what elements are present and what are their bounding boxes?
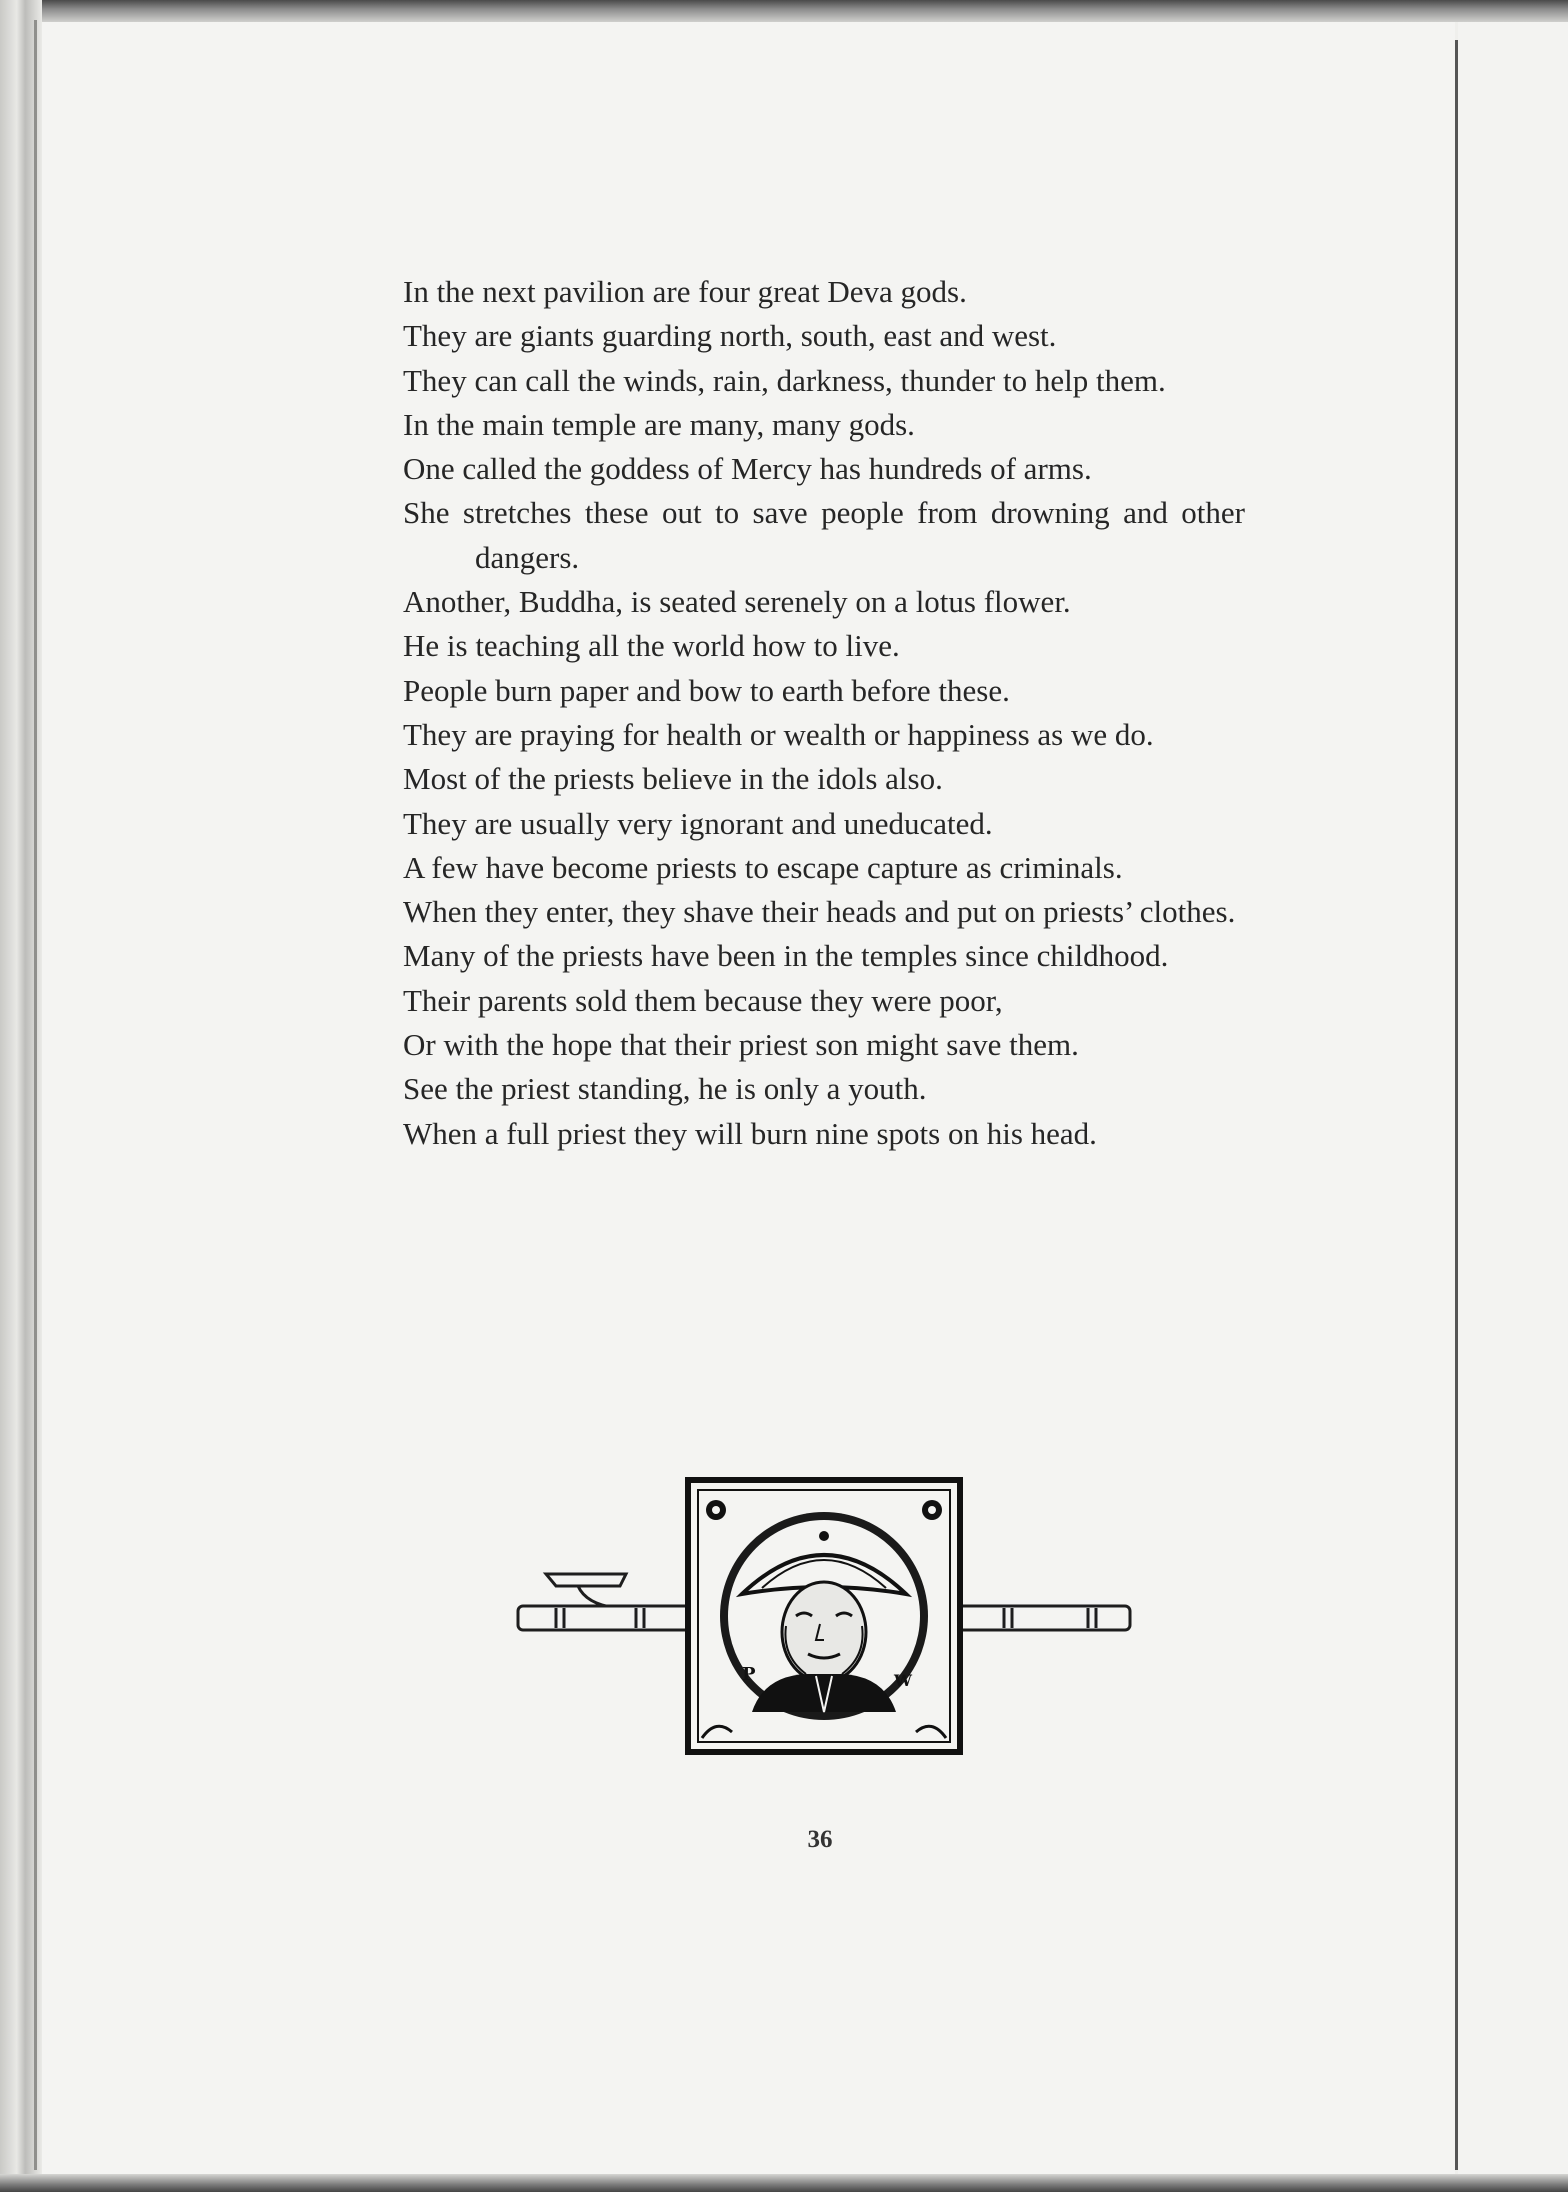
left-staff <box>518 1606 696 1630</box>
scan-bottom-edge <box>0 2174 1568 2192</box>
poem-line: See the priest standing, he is only a youth. <box>403 1071 927 1107</box>
poem-line: They are praying for health or wealth or happiness as we do. <box>403 716 1154 752</box>
poem-line: Their parents sold them because they were poor, <box>403 982 1003 1018</box>
priest-woodcut-illustration <box>516 1476 1132 1756</box>
poem-line: In the main temple are many, many gods. <box>403 406 915 442</box>
poem-line: One called the goddess of Mercy has hundreds of arms. <box>403 451 1092 487</box>
page-number: 36 <box>807 1826 833 1853</box>
poem-line: He is teaching all the world how to live. <box>403 628 900 664</box>
poem-line: They can call the winds, rain, darkness, thunder to help them. <box>403 362 1166 398</box>
spine-line <box>34 20 37 2170</box>
poem-line: Another, Buddha, is seated serenely on a lotus flower. <box>403 584 1071 620</box>
scan-top-edge <box>0 0 1568 22</box>
illustration-initial-right: W <box>894 1671 912 1690</box>
facing-page-edge <box>1458 22 1568 2174</box>
bowl-ornament <box>546 1574 626 1608</box>
poem-line: People burn paper and bow to earth before these. <box>403 672 1010 708</box>
poem-line: She stretches these out to save people from drowning and other dangers. <box>403 495 1245 575</box>
poem-line: When they enter, they shave their heads and put on priests’ clothes. <box>403 894 1236 930</box>
right-staff <box>952 1606 1130 1630</box>
page-gutter-line <box>1455 40 1458 2170</box>
poem-line: When a full priest they will burn nine spots on his head. <box>403 1115 1097 1151</box>
poem-line: They are giants guarding north, south, east and west. <box>403 318 1057 354</box>
poem-line: A few have become priests to escape capture as criminals. <box>403 849 1123 885</box>
poem-line: Or with the hope that their priest son might save them. <box>403 1027 1079 1063</box>
illustration-initial-left: P <box>742 1664 756 1685</box>
poem-line: They are usually very ignorant and uneducated. <box>403 805 993 841</box>
poem-line: Many of the priests have been in the temples since childhood. <box>403 938 1169 974</box>
poem-text <box>403 270 1245 1156</box>
poem-line: Most of the priests believe in the idols also. <box>403 761 943 797</box>
poem-line: In the next pavilion are four great Deva gods. <box>403 274 967 309</box>
